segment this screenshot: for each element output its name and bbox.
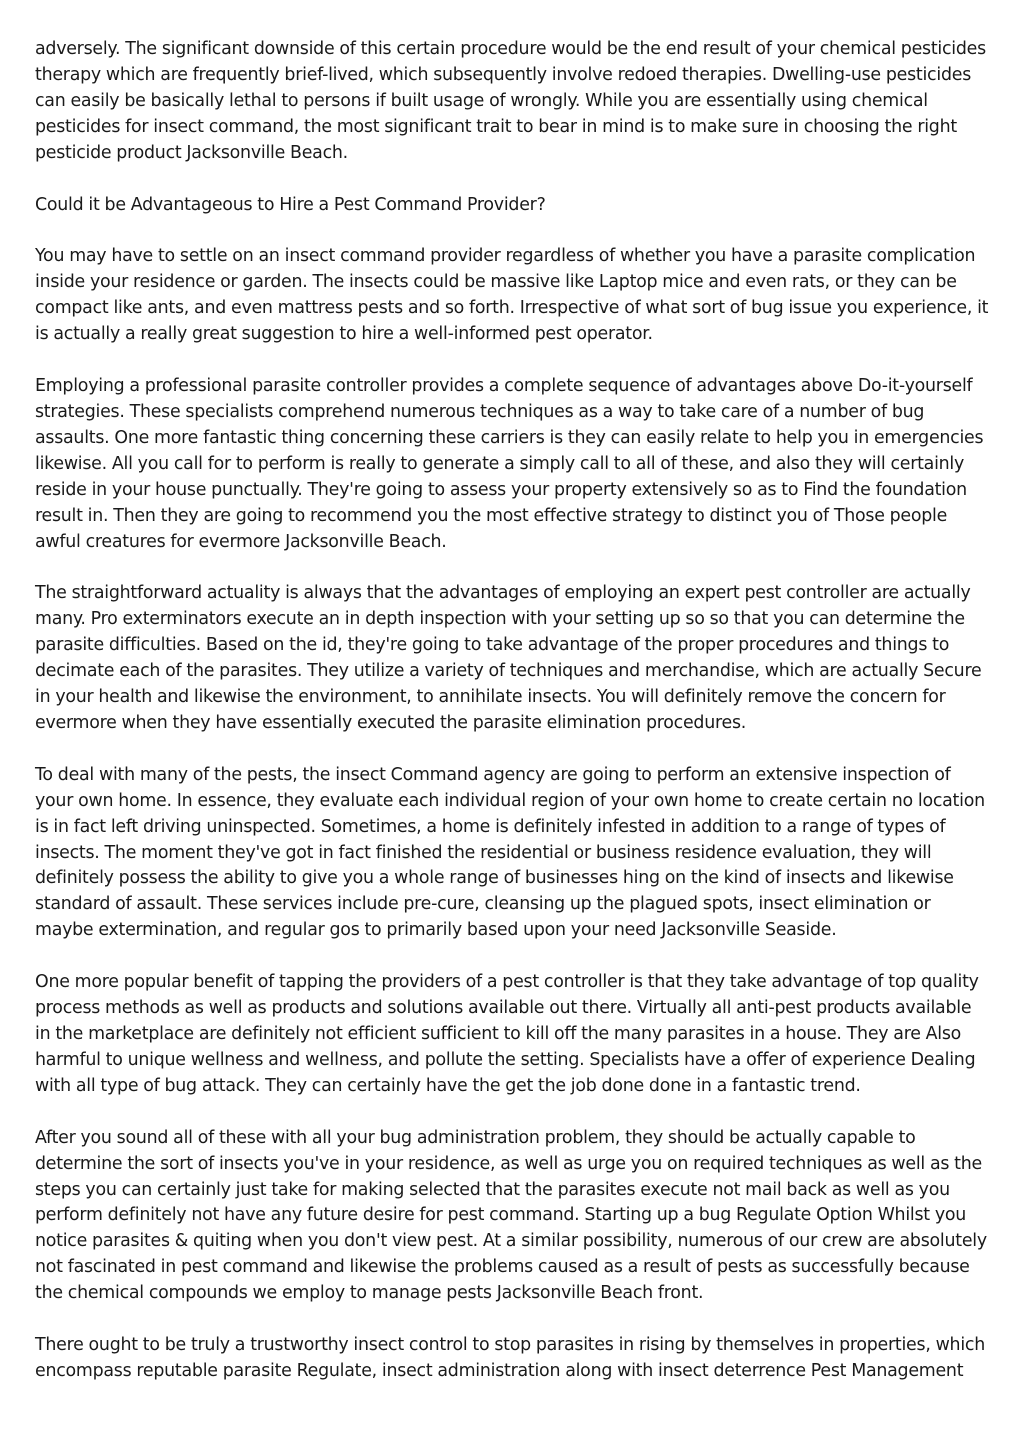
paragraph-3: Employing a professional parasite controller provides a complete sequence of advantages above Do-it-yourself strategies. These specialists comprehend numerous techniques as a way to take care of a number of bug assaults. One more fantastic thing concerning these carriers is they can easily relate to help you in emergencies likewise. All you call for to perform is really to generate a simply call to all of these, and also they will certainly reside in your house punctually. They're going to assess your property extensively so as to Find the foundation result in. Then they are going to recommend you the most effective strategy to distinct you of Those people awful creatures for evermore Jacksonville Beach. xyxy=(35,376,984,552)
paragraph-5: To deal with many of the pests, the insect Command agency are going to perform an extensive inspection of your own home. In essence, they evaluate each individual region of your own home to create certain no location is in fact left driving uninspected. Sometimes, a home is definitely infested in addition to a range of types of insects. The moment they've got in fact finished the residential or business residence evaluation, they will definitely possess the ability to give you a whole range of businesses hing on the kind of insects and likewise standard of assault. These services include pre-cure, cleansing up the plagued spots, insect elimination or maybe extermination, and regular gos to primarily based upon your need Jacksonville Seaside. xyxy=(35,764,985,941)
paragraph-2: You may have to settle on an insect command provider regardless of whether you have a parasite complication inside your residence or garden. The insects could be massive like Laptop mice and even rats, or they can be compact like ants, and even mattress pests and so forth. Irrespective of what sort of bug issue you experience, it is actually a really great suggestion to hire a well-informed pest operator. xyxy=(35,246,989,345)
paragraph-4: The straightforward actuality is always that the advantages of employing an expert pest controller are actually many. Pro exterminators execute an in depth inspection with your setting up so so that you can determine the parasite difficulties. Based on the id, they're going to take advantage of the proper procedures and things to decimate each of the parasites. They utilize a variety of techniques and merchandise, which are actually Secure in your health and likewise the environment, to annihilate insects. You will definitely remove the concern for evermore when they have essentially executed the parasite elimination procedures. xyxy=(35,583,982,733)
paragraph-8: There ought to be truly a trustworthy insect control to stop parasites in rising by themselves in properties, which encompass reputable parasite Regulate, insect administration along with insect deterrence Pest Management xyxy=(35,1335,985,1381)
paragraph-7: After you sound all of these with all your bug administration problem, they should be actually capable to determine the sort of insects you've in your residence, as well as urge you on required techniques as well as the steps you can certainly just take for making selected that the parasites execute not mail back as well as you perform definitely not have any future desire for pest command. Starting up a bug Regulate Option Whilst you notice parasites & quiting when you don't view pest. At a similar possibility, numerous of our crew are absolutely not fascinated in pest command and likewise the problems caused as a result of pests as successfully because the chemical compounds we employ to manage pests Jacksonville Beach front. xyxy=(35,1127,987,1304)
paragraph-6: One more popular benefit of tapping the providers of a pest controller is that they take advantage of top quality process methods as well as products and solutions available out there. Virtually all anti-pest products available in the marketplace are definitely not efficient sufficient to kill off the many parasites in a house. They are Also harmful to unique wellness and wellness, and pollute the setting. Specialists have a offer of experience Dealing with all type of bug attack. They can certainly have the get the job done done in a fantastic trend. xyxy=(35,972,979,1096)
section-heading: Could it be Advantageous to Hire a Pest Command Provider? xyxy=(35,194,546,215)
paragraph-1: adversely. The significant downside of this certain procedure would be the end result of your chemical pesticides therapy which are frequently brief-lived, which subsequently involve redoed therapies. Dwelling-use pesticides can easily be basically lethal to persons if built usage of wrongly. While you are essentially using chemical pesticides for insect command, the most significant trait to bear in mind is to make sure in choosing the right pesticide product Jacksonville Beach. xyxy=(35,39,986,163)
